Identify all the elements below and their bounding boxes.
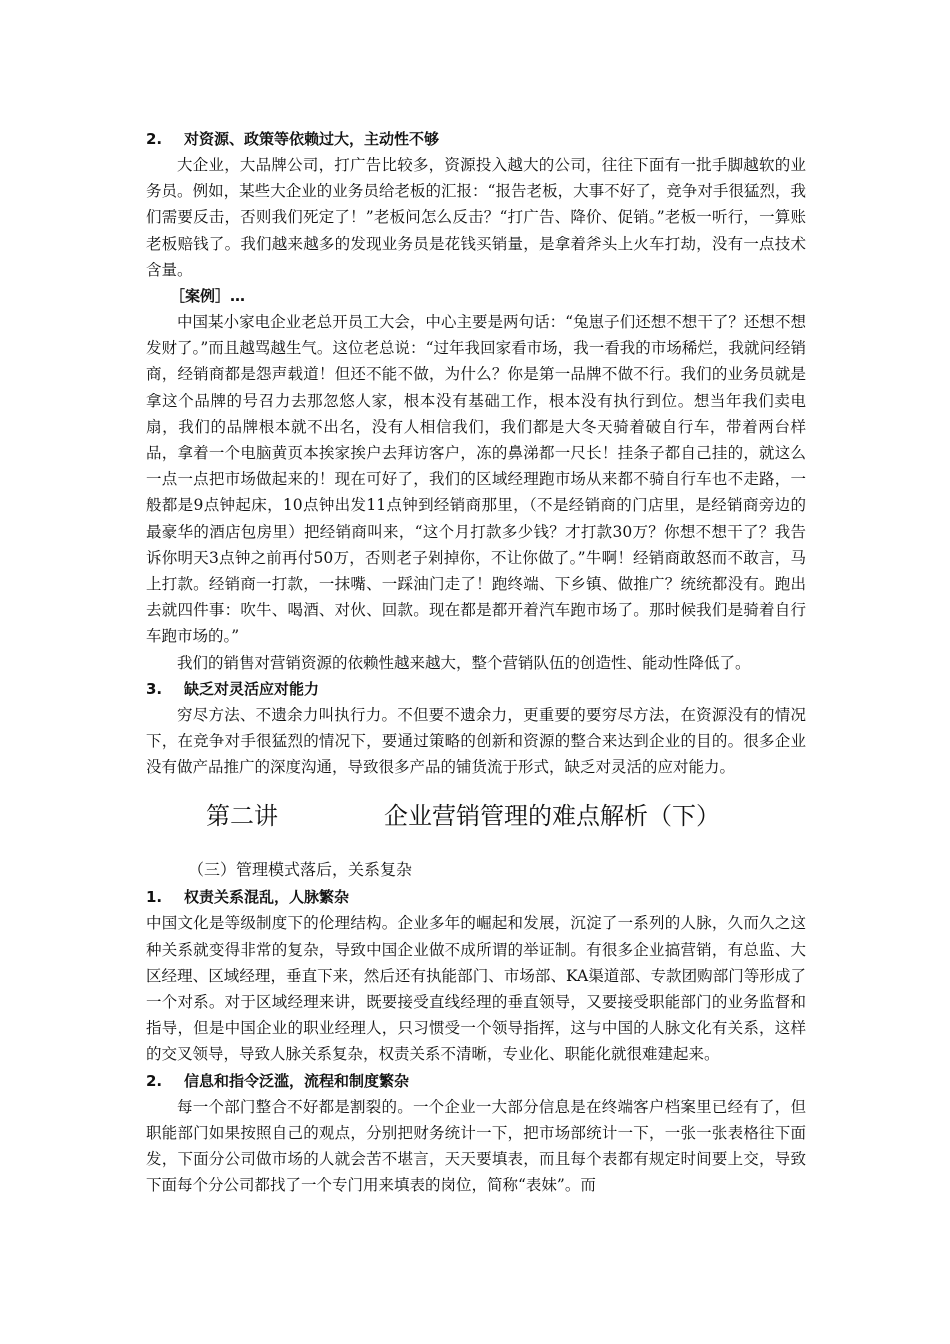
item-number: 1.: [146, 888, 163, 907]
section-title: 对资源、政策等依赖过大，主动性不够: [184, 130, 440, 148]
part-heading: （三）管理模式落后，关系复杂: [188, 860, 413, 880]
item-heading-2: [146, 1068, 806, 1094]
item-number: 2.: [146, 1071, 163, 1090]
section-heading-2: [146, 126, 806, 152]
item-heading-1: [146, 884, 806, 910]
section-3-paragraph: 穷尽方法、不遗余力叫执行力。不但要不遗余力，更重要的要穷尽方法，在资源没有的情况下，在竞争对手很猛烈的情况下，要通过策略的创新和资源的整合来达到企业的目的。很多企业没有做产品推广的深度沟通，导致很多产品的铺货流于形式，缺乏对灵活的应对能力。: [146, 705, 806, 777]
item-2-paragraph: 每一个部门整合不好都是割裂的。一个企业一大部分信息是在终端客户档案里已经有了，但职能部门如果按照自己的观点，分别把财务统计一下，把市场部统计一下，一张一张表格往下面发，下面分公司做市场的人就会苦不堪言，天天要填表，而且每个表都有规定时间要上交，导致下面每个分公司都找了一个专门用来填表的岗位，简称“表妹”。而: [146, 1097, 806, 1195]
section-heading-3: [146, 676, 806, 702]
lecture-name: 企业营销管理的难点解析（下）: [384, 802, 720, 831]
item-title: 信息和指令泛滥，流程和制度繁杂: [184, 1071, 410, 1090]
section-number: 3.: [146, 679, 163, 698]
lecture-title: [146, 786, 806, 846]
section-number: 2.: [146, 130, 163, 148]
case-paragraph: 中国某小家电企业老总开员工大会，中心主要是两句话：“兔崽子们还想不想干了？还想不想发财了。”而且越骂越生气。这位老总说：“过年我回家看市场，我一看我的市场稀烂，我就问经销商，经销商都是怨声载道！但还不能不做，为什么？你是第一品牌不做不行。我们的业务员就是拿这个品牌的号召力去那忽悠人家，根本没有基础工作，根本没有执行到位。想当年我们卖电扇，我们的品牌根本就不出名，没有人相信我们，我们都是大冬天骑着破自行车，带着两台样品，拿着一个电脑黄页本挨家挨户去拜访客户，冻的鼻涕都一尺长！挂条子都自己挂的，就这么一点一点把市场做起来的！现在可好了，我们的区域经理跑市场从来都不骑自行车也不走路，一般都是9点钟起床，10点钟出发11点钟到经销商那里，（不是经销商的门店里，是经销商旁边的最豪华的酒店包房里）把经销商叫来，“这个月打款多少钱？才打款30万？你想不想干了？我告诉你明天3点钟之前再付50万，否则老子剁掉你，不让你做了。”牛啊！经销商敢怒而不敢言，马上打款。经销商一打款，一抹嘴、一踩油门走了！跑终端、下乡镇、做推广？统统都没有。跑出去就四件事：吹牛、喝酒、对伙、回款。现在都是都开着汽车跑市场了。那时候我们是骑着自行车跑市场的。”: [146, 313, 806, 646]
page-content: [146, 126, 806, 1199]
lecture-number: 第二讲: [206, 802, 278, 831]
case-label: ［案例］…: [170, 287, 246, 306]
case-summary: 我们的销售对营销资源的依赖性越来越大，整个营销队伍的创造性、能动性降低了。: [177, 653, 751, 672]
section-2-paragraph: 大企业，大品牌公司，打广告比较多，资源投入越大的公司，往往下面有一批手脚越软的业务员。例如，某些大企业的业务员给老板的汇报：“报告老板，大事不好了，竞争对手很猛烈，我们需要反击，否则我们死定了！”老板问怎么反击？“打广告、降价、促销。”老板一听行，一算账老板赔钱了。我们越来越多的发现业务员是花钱买销量，是拿着斧头上火车打劫，没有一点技术含量。: [146, 156, 806, 279]
item-title: 权责关系混乱，人脉繁杂: [184, 888, 350, 907]
item-1-paragraph: 中国文化是等级制度下的伦理结构。企业多年的崛起和发展，沉淀了一系列的人脉，久而久之这种关系就变得非常的复杂，导致中国企业做不成所谓的举证制。有很多企业搞营销，有总监、大区经理、区域经理，垂直下来，然后还有执能部门、市场部、KA渠道部、专款团购部门等形成了一个对系。对于区域经理来讲，既要接受直线经理的垂直领导，又要接受职能部门的业务监督和指导，但是中国企业的职业经理人，只习惯受一个领导指挥，这与中国的人脉文化有关系，这样的交叉领导，导致人脉关系复杂，权责关系不清晰，专业化、职能化就很难建起来。: [146, 914, 806, 1064]
section-title: 缺乏对灵活应对能力: [184, 679, 320, 698]
